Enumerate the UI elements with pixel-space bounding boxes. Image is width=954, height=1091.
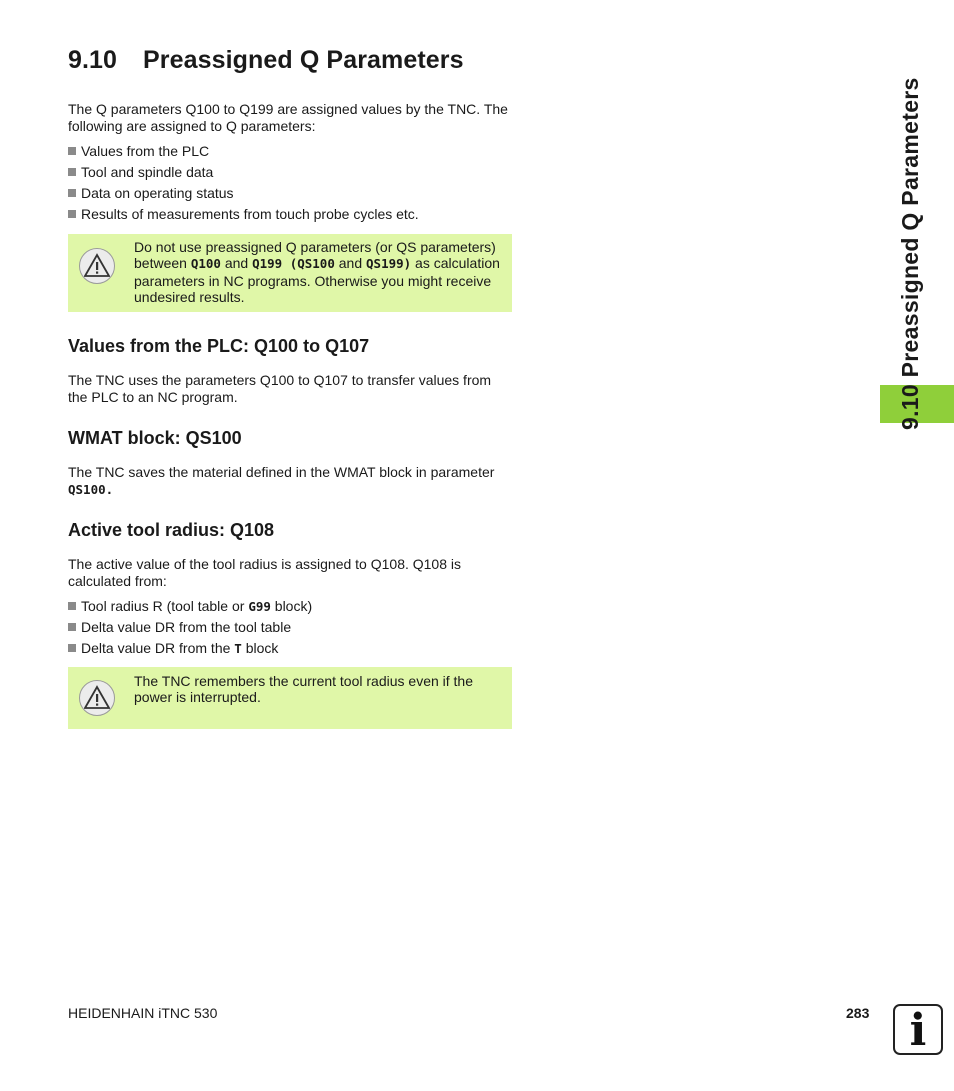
list-item: Values from the PLC [68,143,514,164]
list-item: Delta value DR from the tool table [68,619,514,640]
list-item: Data on operating status [68,185,514,206]
section-title: Preassigned Q Parameters [143,46,464,74]
list-item: Delta value DR from the T block [68,640,514,661]
bullet-icon [68,147,76,155]
plc-heading: Values from the PLC: Q100 to Q107 [68,336,370,356]
section-number: 9.10 [68,46,118,74]
bullet-icon [68,602,76,610]
radius-list [68,598,514,661]
wmat-heading: WMAT block: QS100 [68,428,242,448]
info-icon: i [893,1004,943,1055]
warning-note [68,234,512,312]
section-heading [68,46,464,75]
bullet-icon [68,168,76,176]
radius-paragraph: The active value of the tool radius is assigned to Q108. Q108 is calculated from: [68,556,462,589]
bullet-icon [68,210,76,218]
warning-text: The TNC remembers the current tool radius even if the power is interrupted. [134,673,474,706]
wmat-paragraph: The TNC saves the material defined in the WMAT block in parameter QS100. [68,464,495,497]
footer-product: HEIDENHAIN iTNC 530 [68,1005,218,1021]
page-number: 283 [846,1005,870,1021]
list-item: Results of measurements from touch probe cycles etc. [68,206,514,227]
warning-text: Do not use preassigned Q parameters (or QS parameters) between Q100 and Q199 (QS100 and QS199) as calculation parameters in NC programs. Otherwise you might receive undesired results. [134,239,500,305]
intro-paragraph: The Q parameters Q100 to Q199 are assigned values by the TNC. The following are assigned to Q parameters: [68,101,508,134]
bullet-icon [68,623,76,631]
warning-icon [79,680,115,716]
warning-icon [79,248,115,284]
bullet-icon [68,189,76,197]
radius-heading: Active tool radius: Q108 [68,520,275,540]
list-item: Tool and spindle data [68,164,514,185]
plc-paragraph: The TNC uses the parameters Q100 to Q107 to transfer values from the PLC to an NC program. [68,372,492,405]
list-item: Tool radius R (tool table or G99 block) [68,598,514,619]
warning-note [68,667,512,729]
assigned-list [68,143,514,227]
bullet-icon [68,644,76,652]
side-section-title: 9.10 Preassigned Q Parameters [897,77,923,430]
